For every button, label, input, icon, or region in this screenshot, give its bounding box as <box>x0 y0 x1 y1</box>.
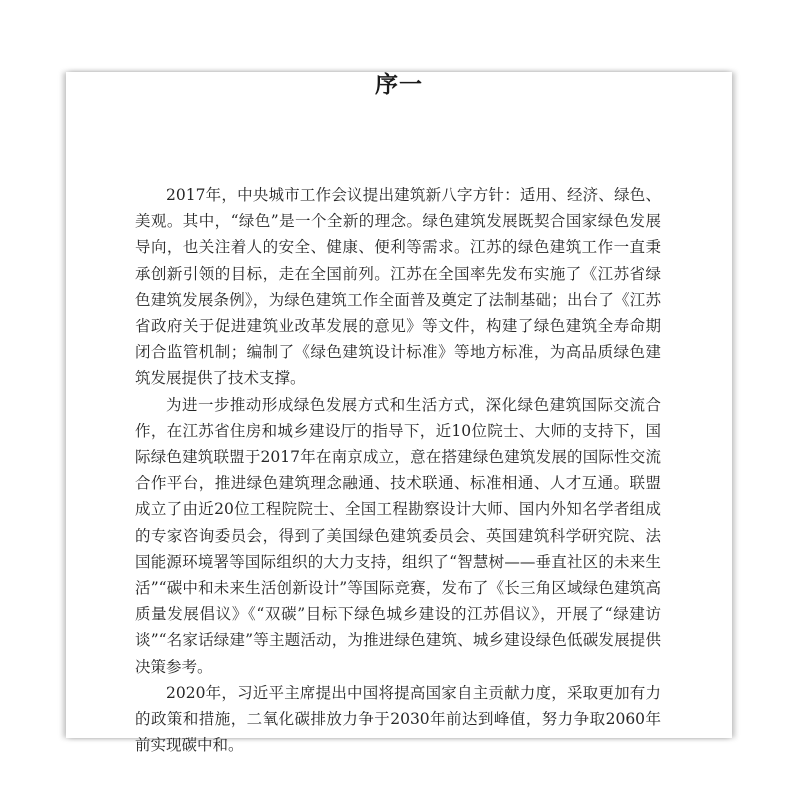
paragraph-2: 为进一步推动形成绿色发展方式和生活方式，深化绿色建筑国际交流合作，在江苏省住房和城乡建设厅的指导下，近10位院士、大师的支持下，国际绿色建筑联盟于2017年在南京成立，意在搭建绿色建筑发展的国际性交流合作平台，推进绿色建筑理念融通、技术联通、标准相通、人才互通。联盟成立了由近20位工程院院士、全国工程勘察设计大师、国内外知名学者组成的专家咨询委员会，得到了美国绿色建筑委员会、英国建筑科学研究院、法国能源环境署等国际组织的大力支持，组织了“智慧树——垂直社区的未来生活”“碳中和未来生活创新设计”等国际竞赛，发布了《长三角区域绿色建筑高质量发展倡议》《“双碳”目标下绿色城乡建设的江苏倡议》，开展了“绿建访谈”“名家话绿建”等主题活动，为推进绿色建筑、城乡建设绿色低碳发展提供决策参考。 <box>135 395 661 676</box>
paragraph-1: 2017年，中央城市工作会议提出建筑新八字方针：适用、经济、绿色、美观。其中，“绿色”是一个全新的理念。绿色建筑发展既契合国家绿色发展导向，也关注着人的安全、健康、便利等需求。江苏的绿色建筑工作一直秉承创新引领的目标，走在全国前列。江苏在全国率先发布实施了《江苏省绿色建筑发展条例》，为绿色建筑工作全面普及奠定了法制基础；出台了《江苏省政府关于促进建筑业改革发展的意见》等文件，构建了绿色建筑全寿命期闭合监管机制；编制了《绿色建筑设计标准》等地方标准，为高品质绿色建筑发展提供了技术支撑。 <box>135 186 661 388</box>
document-page <box>66 71 732 755</box>
body-text <box>135 182 661 758</box>
paragraph-3: 2020年，习近平主席提出中国将提高国家自主贡献力度，采取更加有力的政策和措施，二氧化碳排放力争于2030年前达到峰值，努力争取2060年前实现碳中和。 <box>135 683 661 755</box>
page-title: 序一 <box>375 71 423 98</box>
